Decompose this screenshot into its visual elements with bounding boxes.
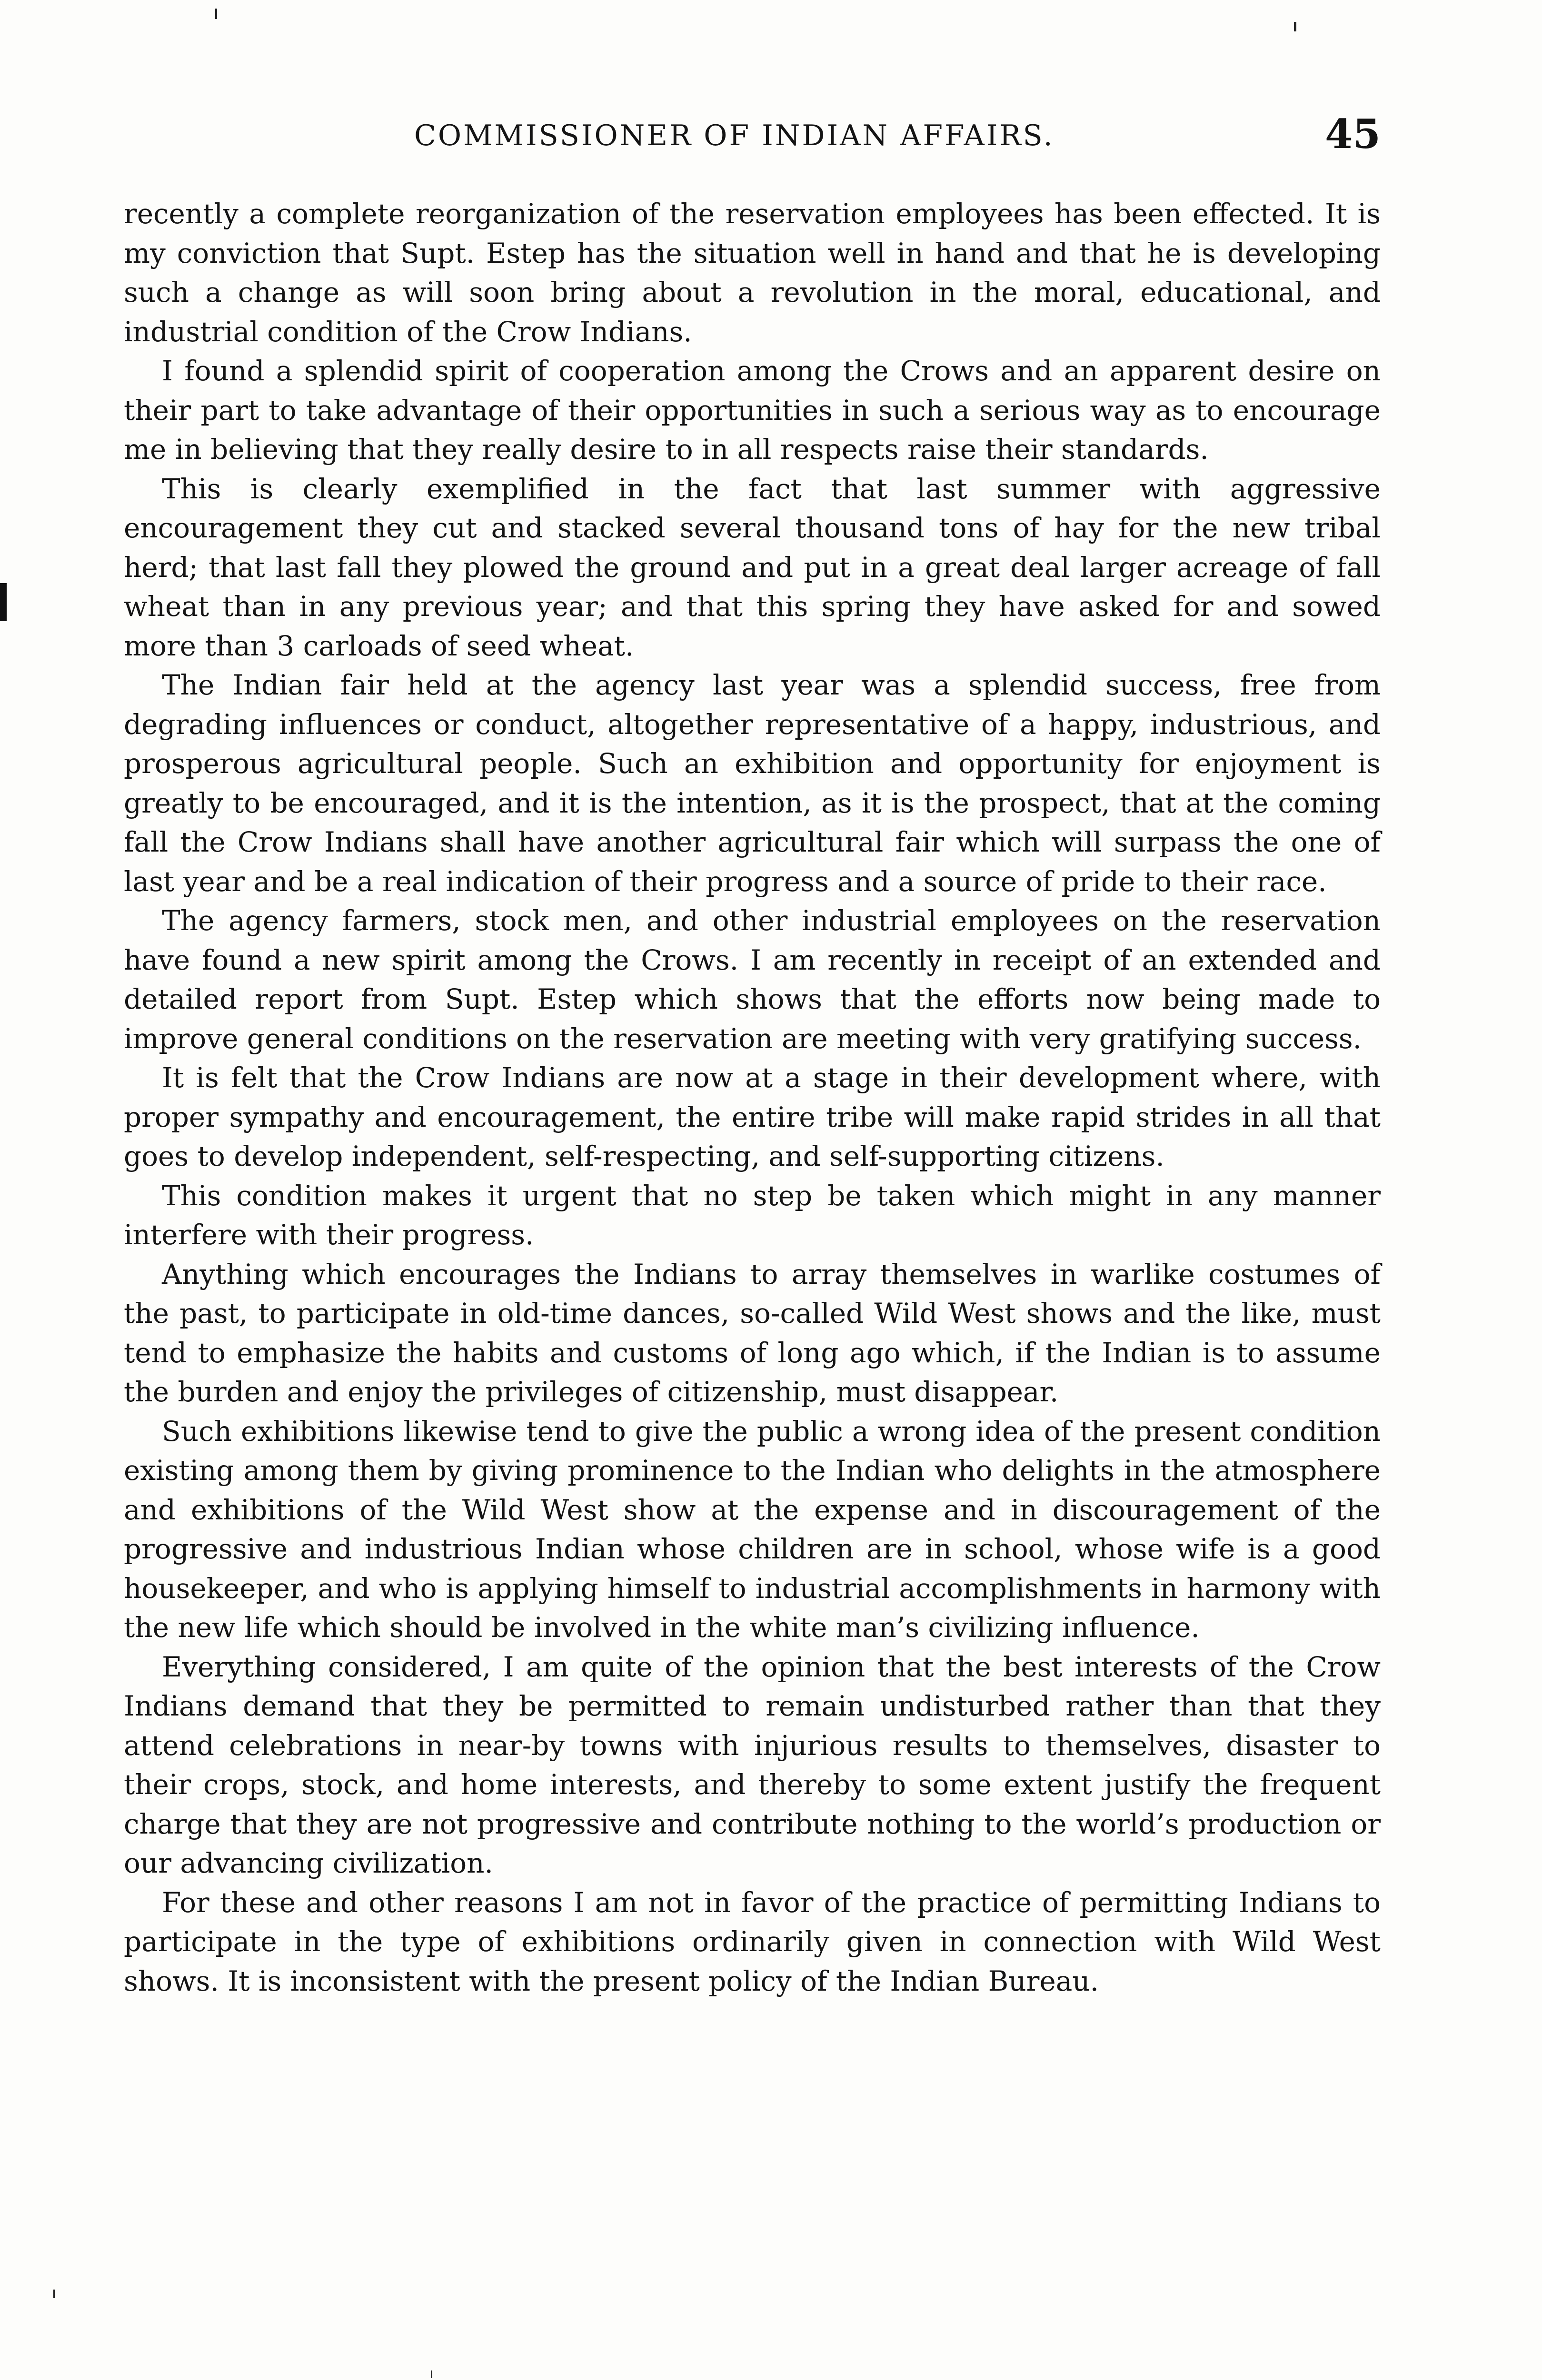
paragraph-9: Such exhibitions likewise tend to give the public a wrong idea of the present condition existing among them by giving prominence to the Indian who delights in the atmosphere and exhibitions of the Wild West show at the expense and in discouragement of the progressive and industrious Indian whose children are in school, whose wife is a good housekeeper, and who is applying himself to industrial accomplishments in harmony with the new life which should be involved in the white man’s civilizing influence. — [124, 1415, 1381, 1644]
paragraph-3: This is clearly exemplified in the fact that last summer with aggressive encouragement they cut and stacked several thousand tons of hay for the new tribal herd; that last fall they plowed the ground and put in a great deal larger acreage of fall wheat than in any previous year; and that this spring they have asked for and sowed more than 3 carloads of seed wheat. — [124, 472, 1381, 662]
paragraph-4: The Indian fair held at the agency last year was a splendid success, free from degrading influences or conduct, altogether representative of a happy, industrious, and prosperous agricultural people. Such an exhibition and opportunity for enjoyment is greatly to be encouraged, and it is the intention, as it is the prospect, that at the coming fall the Crow Indians shall have another agricultural fair which will surpass the one of last year and be a real indication of their progress and a source of pride to their race. — [124, 669, 1381, 898]
scan-mark-top — [215, 9, 217, 19]
paragraph-8: Anything which encourages the Indians to array themselves in warlike costumes of the past, to participate in old-time dances, so-called Wild West shows and the like, must tend to emphasize the habits and customs of long ago which, if the Indian is to assume the burden and enjoy the privileges of citizenship, must disappear. — [124, 1258, 1381, 1408]
paragraph-6: It is felt that the Crow Indians are now at a stage in their development where, with proper sympathy and encouragement, the entire tribe will make rapid strides in all that goes to develop independent, self-respecting, and self-supporting citizens. — [124, 1061, 1381, 1172]
scan-mark-left-edge — [0, 583, 7, 621]
body-text — [124, 194, 1381, 2001]
paragraph-7: This condition makes it urgent that no step be taken which might in any manner interfere with their progress. — [124, 1179, 1381, 1251]
scan-mark-bottom-left — [53, 2290, 55, 2298]
running-title: COMMISSIONER OF INDIAN AFFAIRS. — [414, 119, 1055, 152]
paragraph-1: recently a complete reorganization of the reservation employees has been effected. It is my conviction that Supt. Estep has the situation well in hand and that he is developing such a change as will soon bring about a revolution in the moral, educational, and industrial condition of the Crow Indians. — [124, 198, 1381, 348]
running-head — [124, 110, 1381, 158]
paragraph-5: The agency farmers, stock men, and other industrial employees on the reservation have found a new spirit among the Crows. I am recently in receipt of an extended and detailed report from Supt. Estep which shows that the efforts now being made to improve general conditions on the reservation are meeting with very gratifying success. — [124, 904, 1381, 1055]
paragraph-2: I found a splendid spirit of cooperation among the Crows and an apparent desire on their part to take advantage of their opportunities in such a serious way as to encourage me in believing that they really desire to in all respects raise their standards. — [124, 355, 1381, 466]
scan-mark-top-right — [1294, 22, 1296, 31]
paragraph-11: For these and other reasons I am not in favor of the practice of permitting Indians to participate in the type of exhibitions ordinarily given in connection with Wild West shows. It is inconsistent with the present policy of the Indian Bureau. — [124, 1886, 1381, 1997]
paragraph-10: Everything considered, I am quite of the opinion that the best interests of the Crow Indians demand that they be permitted to remain undisturbed rather than that they attend celebrations in near-by towns with injurious results to themselves, disaster to their crops, stock, and home interests, and thereby to some extent justify the frequent charge that they are not progressive and contribute nothing to the world’s production or our advancing civilization. — [124, 1650, 1381, 1879]
page-number: 45 — [1325, 110, 1381, 158]
scan-mark-bottom — [431, 2370, 432, 2378]
